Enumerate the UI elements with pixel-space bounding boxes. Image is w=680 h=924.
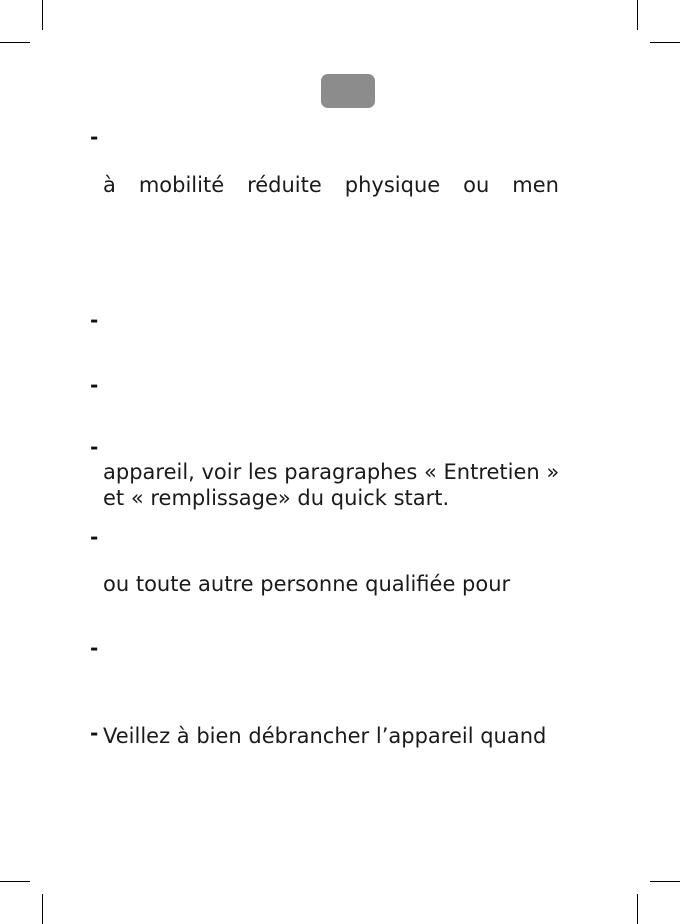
bullet-1-word: physique bbox=[344, 173, 441, 197]
page-number-tab bbox=[321, 74, 375, 108]
bullet-1-word: men bbox=[512, 173, 559, 197]
bullet-dash-3: - bbox=[90, 373, 99, 397]
bullet-5-text-line: ou toute autre personne qualifiée pour bbox=[103, 572, 511, 596]
crop-mark-bottom-left-vertical bbox=[42, 894, 43, 924]
bullet-1-word: à bbox=[103, 173, 116, 197]
bullet-dash-7: - bbox=[90, 721, 99, 745]
bullet-4-text-line-2: et « remplissage» du quick start. bbox=[103, 486, 450, 510]
bullet-dash-5: - bbox=[90, 525, 99, 549]
crop-mark-bottom-right-horizontal bbox=[650, 881, 680, 882]
bullet-1-word: ou bbox=[463, 173, 490, 197]
crop-mark-top-left-vertical bbox=[42, 0, 43, 30]
crop-mark-bottom-left-horizontal bbox=[0, 881, 30, 882]
crop-mark-top-left-horizontal bbox=[0, 42, 30, 43]
bullet-4-text-line-1: appareil, voir les paragraphes « Entretien » bbox=[103, 460, 560, 484]
crop-mark-bottom-right-vertical bbox=[637, 894, 638, 924]
bullet-1-word: mobilité bbox=[138, 173, 225, 197]
bullet-dash-1: - bbox=[90, 125, 99, 149]
bullet-7-text-line: Veillez à bien débrancher l’appareil quand bbox=[103, 724, 547, 748]
crop-mark-top-right-horizontal bbox=[650, 42, 680, 43]
crop-mark-top-right-vertical bbox=[637, 0, 638, 30]
bullet-dash-6: - bbox=[90, 636, 99, 660]
bullet-dash-4: - bbox=[90, 435, 99, 459]
bullet-1-text-line bbox=[103, 172, 559, 198]
bullet-dash-2: - bbox=[90, 308, 99, 332]
bullet-1-word: réduite bbox=[247, 173, 322, 197]
